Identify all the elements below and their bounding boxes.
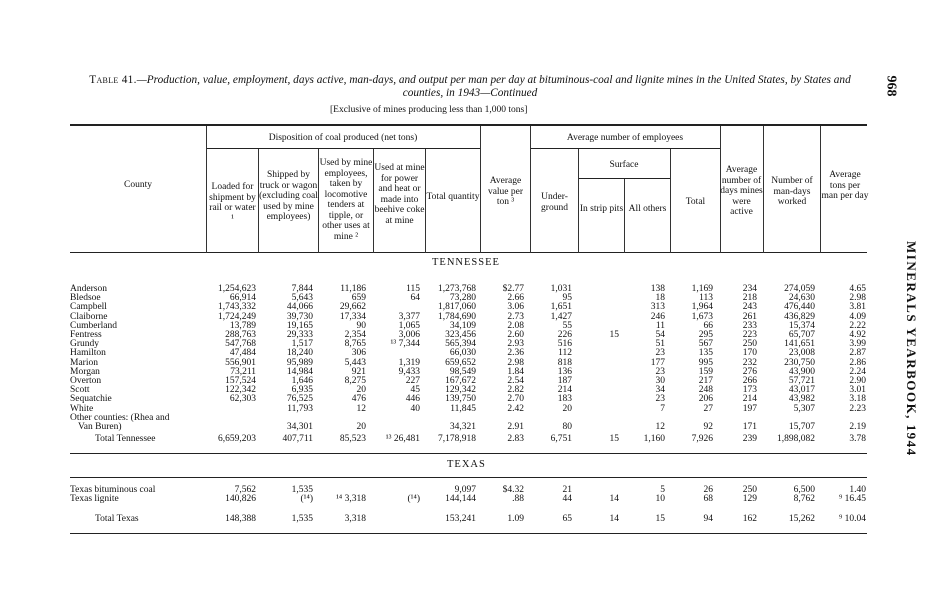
- table-cell: 64: [410, 293, 420, 304]
- table-cell: 44: [562, 494, 572, 504]
- total-cell: 94: [703, 514, 713, 524]
- table-cell: 2.87: [849, 348, 866, 359]
- header-all-others: All others: [628, 204, 667, 214]
- table-cell: 995: [698, 357, 713, 368]
- col-divider: [624, 179, 625, 253]
- header-truck: Shipped by truck or wagon (excluding coal used by mine employees): [259, 170, 318, 222]
- table-cell: 2.08: [507, 320, 524, 331]
- table-cell: 17,334: [339, 311, 366, 322]
- table-cell: 206: [698, 394, 713, 405]
- table-cell: 1,673: [691, 311, 713, 322]
- table-cell: 1,319: [398, 357, 420, 368]
- table-cell: 295: [698, 330, 713, 340]
- total-cell: 3.78: [849, 434, 866, 444]
- table-cell: 234: [742, 284, 757, 294]
- table-cell: 2.24: [849, 366, 866, 377]
- table-cell: 139,750: [445, 394, 476, 405]
- section-tennessee: TENNESSEE: [432, 257, 500, 268]
- table-cell: 40: [410, 403, 420, 414]
- table-cell: 4.09: [849, 311, 866, 322]
- table-cell: 90: [356, 320, 366, 331]
- table-cell: 187: [557, 376, 572, 386]
- table-cell: 76,525: [286, 394, 313, 405]
- table-cell: 659: [351, 293, 366, 304]
- table-cell: 177: [650, 357, 665, 368]
- table-cell: 6,500: [793, 485, 815, 495]
- table-cell: 2.70: [507, 394, 524, 405]
- table-cell: 15,374: [788, 320, 815, 331]
- table-cell: 27: [703, 403, 713, 414]
- table-cell: 23: [655, 366, 665, 377]
- county-name: Bledsoe: [70, 293, 101, 304]
- total-cell: 14: [609, 514, 619, 524]
- table-cell: 11,186: [340, 284, 366, 294]
- header-disposition: Disposition of coal produced (net tons): [268, 133, 418, 143]
- table-cell: 66: [703, 320, 713, 331]
- table-cell: 288,763: [225, 330, 256, 340]
- table-cell: 13,789: [229, 320, 256, 331]
- table-cell: 556,901: [225, 357, 256, 368]
- table-cell: 10: [655, 494, 665, 504]
- table-cell: 250: [742, 485, 757, 495]
- table-cell: 122,342: [225, 385, 256, 396]
- table-cell: 2.66: [507, 293, 524, 304]
- table-cell: 18,240: [286, 348, 313, 359]
- page-number: 968: [883, 75, 899, 97]
- county-name: Other counties: (Rhea and: [70, 412, 170, 423]
- table-cell: 66,914: [229, 293, 256, 304]
- table-cell: 95,989: [286, 357, 313, 368]
- table-cell: 2.23: [849, 403, 866, 414]
- county-name: Scott: [70, 385, 90, 396]
- table-cell: 173: [742, 385, 757, 396]
- table-cell: 274,059: [784, 284, 815, 294]
- table-cell: 73,280: [449, 293, 476, 304]
- table-cell: 66,030: [449, 348, 476, 359]
- total-cell: 15,262: [788, 514, 815, 524]
- col-divider: [530, 126, 531, 253]
- table-cell: 2.22: [849, 320, 866, 331]
- table-cell: 73,211: [230, 366, 256, 377]
- table-cell: 14: [609, 494, 619, 504]
- total-row-label: Total Tennessee: [95, 434, 156, 444]
- table-cell: 1,427: [550, 311, 572, 322]
- table-cell: 157,524: [225, 376, 256, 386]
- table-cell: 34: [655, 385, 665, 396]
- header-total-employees: Total: [685, 197, 706, 207]
- table-cell: 2.91: [507, 422, 524, 432]
- total-cell: 65: [562, 514, 572, 524]
- header-tons-per-day: Average tons per man per day: [821, 170, 869, 201]
- table-cell: 2.54: [507, 376, 524, 386]
- table-cell: 44,066: [286, 302, 313, 313]
- table-cell: 1,535: [291, 485, 313, 495]
- table-cell: 183: [557, 394, 572, 405]
- table-cell: 218: [742, 293, 757, 304]
- table-cell: 197: [742, 403, 757, 414]
- table-cell: 567: [698, 339, 713, 350]
- table-cell: ⁹ 16.45: [838, 494, 866, 504]
- total-cell: 6,659,203: [218, 434, 256, 444]
- table-cell: 446: [405, 394, 420, 405]
- table-cell: 62,303: [229, 394, 256, 405]
- table-cell: 98,549: [449, 366, 476, 377]
- table-cell: 2.19: [849, 422, 866, 432]
- table-cell: 112: [558, 348, 572, 359]
- total-cell: 1,535: [291, 514, 313, 524]
- table-cell: 12: [356, 403, 366, 414]
- county-name: Sequatchie: [70, 394, 112, 405]
- header-total-quantity: Total quantity: [426, 192, 480, 202]
- table-cell: 3.01: [849, 385, 866, 396]
- total-cell: 239: [742, 434, 757, 444]
- table-cell: 7,844: [291, 284, 313, 294]
- table-cell: 1,254,623: [218, 284, 256, 294]
- table-cell: 2.42: [507, 403, 524, 414]
- county-name: Fentress: [70, 330, 102, 340]
- table-cell: 2.90: [849, 376, 866, 386]
- total-cell: 3,318: [344, 514, 366, 524]
- table-cell: $2.77: [502, 284, 524, 294]
- table-cell: 1,031: [550, 284, 572, 294]
- table-cell: 15: [609, 330, 619, 340]
- table-cell: 818: [557, 357, 572, 368]
- table-cell: 8,765: [344, 339, 366, 350]
- total-cell: 2.83: [507, 434, 524, 444]
- table-cell: 144,144: [445, 494, 476, 504]
- table-cell: 5,643: [291, 293, 313, 304]
- table-cell: 51: [655, 339, 665, 350]
- table-cell: (¹⁴): [407, 494, 420, 504]
- county-name: Cumberland: [70, 320, 117, 331]
- table-cell: 55: [562, 320, 572, 331]
- table-cell: 8,275: [344, 376, 366, 386]
- table-cell: 243: [742, 302, 757, 313]
- table-cell: 29,662: [339, 302, 366, 313]
- total-cell: 85,523: [339, 434, 366, 444]
- county-name: Anderson: [70, 284, 107, 294]
- table-cell: 3.99: [849, 339, 866, 350]
- table-cell: 54: [655, 330, 665, 340]
- header-used-employees: Used by mine employees, taken by locomotive tenders at tipple, or other uses at mine ²: [319, 158, 373, 242]
- table-cell: 47,484: [229, 348, 256, 359]
- table-cell: 2.36: [507, 348, 524, 359]
- table-cell: 306: [351, 348, 366, 359]
- table-cell: 226: [557, 330, 572, 340]
- header-county: County: [124, 180, 152, 190]
- table-cell: 171: [742, 422, 757, 432]
- header-man-days: Number of man-days worked: [771, 176, 813, 207]
- table-cell: 140,826: [225, 494, 256, 504]
- total-cell: 162: [742, 514, 757, 524]
- header-underground: Under-ground: [541, 192, 568, 213]
- table-cell: 167,672: [445, 376, 476, 386]
- table-cell: 6,935: [291, 385, 313, 396]
- table-cell: 135: [698, 348, 713, 359]
- table-cell: 18: [655, 293, 665, 304]
- total-cell: 1,898,082: [777, 434, 815, 444]
- table-cell: 92: [703, 422, 713, 432]
- table-cell: 1,784,690: [438, 311, 476, 322]
- county-name: Marion: [70, 357, 98, 368]
- table-cell: 20: [562, 403, 572, 414]
- table-cell: 246: [650, 311, 665, 322]
- table-cell: 29,333: [286, 330, 313, 340]
- total-cell: 1,160: [643, 434, 665, 444]
- table-cell: 232: [742, 357, 757, 368]
- table-cell: 250: [742, 339, 757, 350]
- table-cell: 21: [562, 485, 572, 495]
- table-cell: .88: [512, 494, 524, 504]
- table-cell: 138: [650, 284, 665, 294]
- table-cell: 5,307: [793, 403, 815, 414]
- total-cell: 1.09: [507, 514, 524, 524]
- table-cell: 113: [699, 293, 713, 304]
- table-cell: 565,394: [445, 339, 476, 350]
- top-rule: [70, 124, 867, 126]
- table-cell: 921: [351, 366, 366, 377]
- total-cell: 7,926: [691, 434, 713, 444]
- table-cell: 248: [698, 385, 713, 396]
- table-cell: 3.06: [507, 302, 524, 313]
- county-name: Hamilton: [70, 348, 106, 359]
- table-cell: 4.92: [849, 330, 866, 340]
- table-cell: ¹³ 7,344: [390, 339, 420, 350]
- table-cell: 14,984: [286, 366, 313, 377]
- table-subnote: [Exclusive of mines producing less than 1,000 tons]: [330, 105, 528, 115]
- header-days-active: Average number of days mines were active: [720, 165, 763, 217]
- header-avg-value: Average value per ton ³: [487, 176, 524, 207]
- header-surface: Surface: [609, 160, 639, 170]
- header-used-at-mine: Used at mine for power and heat or made into beehive coke at mine: [374, 163, 425, 226]
- table-cell: 217: [698, 376, 713, 386]
- bottom-rule: [70, 533, 867, 534]
- header-rail: Loaded for shipment by rail or water ¹: [209, 182, 256, 224]
- table-cell: 2.93: [507, 339, 524, 350]
- total-cell: 407,711: [282, 434, 313, 444]
- county-name: Texas lignite: [70, 494, 119, 504]
- table-label: Table 41.: [89, 74, 137, 86]
- total-cell: ¹³ 26,481: [385, 434, 420, 444]
- table-cell: 3.81: [849, 302, 866, 313]
- table-cell: 2.60: [507, 330, 524, 340]
- total-cell: 153,241: [445, 514, 476, 524]
- table-cell: 24,630: [788, 293, 815, 304]
- table-cell: 516: [557, 339, 572, 350]
- table-cell: 129,342: [445, 385, 476, 396]
- table-cell: 1,743,332: [218, 302, 256, 313]
- table-cell: 80: [562, 422, 572, 432]
- table-cell: 65,707: [788, 330, 815, 340]
- table-cell: 2.98: [849, 293, 866, 304]
- table-cell: 9,097: [454, 485, 476, 495]
- table-cell: 2.82: [507, 385, 524, 396]
- header-employees: Average number of employees: [566, 133, 684, 143]
- table-cell: 11: [655, 320, 665, 331]
- header-bottom-rule: [70, 252, 867, 253]
- table-cell: 11,793: [287, 403, 313, 414]
- table-cell: 1.84: [507, 366, 524, 377]
- table-cell: 5,443: [344, 357, 366, 368]
- disposition-rule: [206, 148, 480, 149]
- table-cell: 136: [557, 366, 572, 377]
- table-cell: 1,817,060: [438, 302, 476, 313]
- table-cell: 8,762: [793, 494, 815, 504]
- table-cell: 23,008: [788, 348, 815, 359]
- table-cell: $4.32: [502, 485, 524, 495]
- table-cell: 7: [660, 403, 665, 414]
- table-cell: 20: [356, 385, 366, 396]
- table-cell: 141,651: [784, 339, 815, 350]
- county-name: Morgan: [70, 366, 100, 377]
- table-cell: 11,845: [450, 403, 476, 414]
- table-cell: 4.65: [849, 284, 866, 294]
- table-cell: 159: [698, 366, 713, 377]
- table-cell: 2.98: [507, 357, 524, 368]
- table-cell: 23: [655, 348, 665, 359]
- table-cell: 214: [742, 394, 757, 405]
- table-cell: 436,829: [784, 311, 815, 322]
- table-cell: 1,964: [691, 302, 713, 313]
- table-cell: ¹⁴ 3,318: [336, 494, 366, 504]
- county-name: Overton: [70, 376, 102, 386]
- total-cell: 148,388: [225, 514, 256, 524]
- table-cell: 223: [742, 330, 757, 340]
- table-cell: 323,456: [445, 330, 476, 340]
- table-cell: (¹⁴): [300, 494, 313, 504]
- table-cell: 39,730: [286, 311, 313, 322]
- table-cell: 313: [650, 302, 665, 313]
- table-cell: 23: [655, 394, 665, 405]
- table-cell: 170: [742, 348, 757, 359]
- table-cell: 5: [660, 485, 665, 495]
- table-cell: 230,750: [784, 357, 815, 368]
- table-cell: 34,321: [449, 422, 476, 432]
- table-cell: 43,017: [788, 385, 815, 396]
- table-cell: 547,768: [225, 339, 256, 350]
- table-cell: 476,440: [784, 302, 815, 313]
- table-cell: 233: [742, 320, 757, 331]
- table-cell: 2,354: [344, 330, 366, 340]
- table-cell: 1,065: [398, 320, 420, 331]
- table-cell: 9,433: [398, 366, 420, 377]
- table-cell: 214: [557, 385, 572, 396]
- table-cell: 659,652: [445, 357, 476, 368]
- table-cell: 1,517: [291, 339, 313, 350]
- tennessee-end-rule: [70, 453, 867, 454]
- header-strip-pits: In strip pits: [579, 204, 624, 214]
- table-cell: 1.40: [849, 485, 866, 495]
- texas-start-rule: [70, 477, 867, 478]
- table-cell: 12: [655, 422, 665, 432]
- table-cell: 19,165: [286, 320, 313, 331]
- table-cell: 57,721: [788, 376, 815, 386]
- county-name: Texas bituminous coal: [70, 485, 156, 495]
- total-cell: 15: [609, 434, 619, 444]
- total-cell: 7,178,918: [438, 434, 476, 444]
- total-cell: 6,751: [550, 434, 572, 444]
- table-cell: 15,707: [788, 422, 815, 432]
- table-cell: 1,651: [550, 302, 572, 313]
- table-cell: 43,900: [788, 366, 815, 377]
- table-cell: 476: [351, 394, 366, 405]
- running-head: MINERALS YEARBOOK, 1944: [904, 241, 919, 457]
- county-name-cont: Van Buren): [78, 422, 122, 432]
- table-cell: 2.73: [507, 311, 524, 322]
- table-cell: 34,301: [286, 422, 313, 432]
- table-cell: 2.86: [849, 357, 866, 368]
- employees-rule: [530, 148, 720, 149]
- table-cell: 261: [742, 311, 757, 322]
- table-cell: 68: [703, 494, 713, 504]
- table-cell: 95: [562, 293, 572, 304]
- section-texas: TEXAS: [447, 459, 486, 470]
- table-cell: 266: [742, 376, 757, 386]
- total-cell: 15: [655, 514, 665, 524]
- total-row-label: Total Texas: [95, 514, 139, 524]
- table-cell: 129: [742, 494, 757, 504]
- county-name: Claiborne: [70, 311, 108, 322]
- table-cell: 3.18: [849, 394, 866, 405]
- table-cell: 20: [356, 422, 366, 432]
- table-cell: 1,273,768: [438, 284, 476, 294]
- table-cell: 45: [410, 385, 420, 396]
- table-cell: 43,982: [788, 394, 815, 405]
- table-cell: 115: [406, 284, 420, 294]
- table-cell: 30: [655, 376, 665, 386]
- table-cell: 276: [742, 366, 757, 377]
- table-cell: 7,562: [234, 485, 256, 495]
- table-title: —Production, value, employment, days active, man-days, and output per man per day at bituminous-coal and lignite mines in the United States, by States and counties, in 1943—Continued: [136, 74, 851, 99]
- table-cell: 26: [703, 485, 713, 495]
- county-name: White: [70, 403, 94, 414]
- table-cell: 3,377: [398, 311, 420, 322]
- table-cell: 1,169: [691, 284, 713, 294]
- table-cell: 1,646: [291, 376, 313, 386]
- table-cell: 3,006: [398, 330, 420, 340]
- table-cell: 1,724,249: [218, 311, 256, 322]
- table-cell: 227: [405, 376, 420, 386]
- table-cell: 34,109: [449, 320, 476, 331]
- table-caption: [70, 74, 870, 100]
- total-cell: ⁹ 10.04: [838, 514, 866, 524]
- county-name: Grundy: [70, 339, 100, 350]
- county-name: Campbell: [70, 302, 107, 313]
